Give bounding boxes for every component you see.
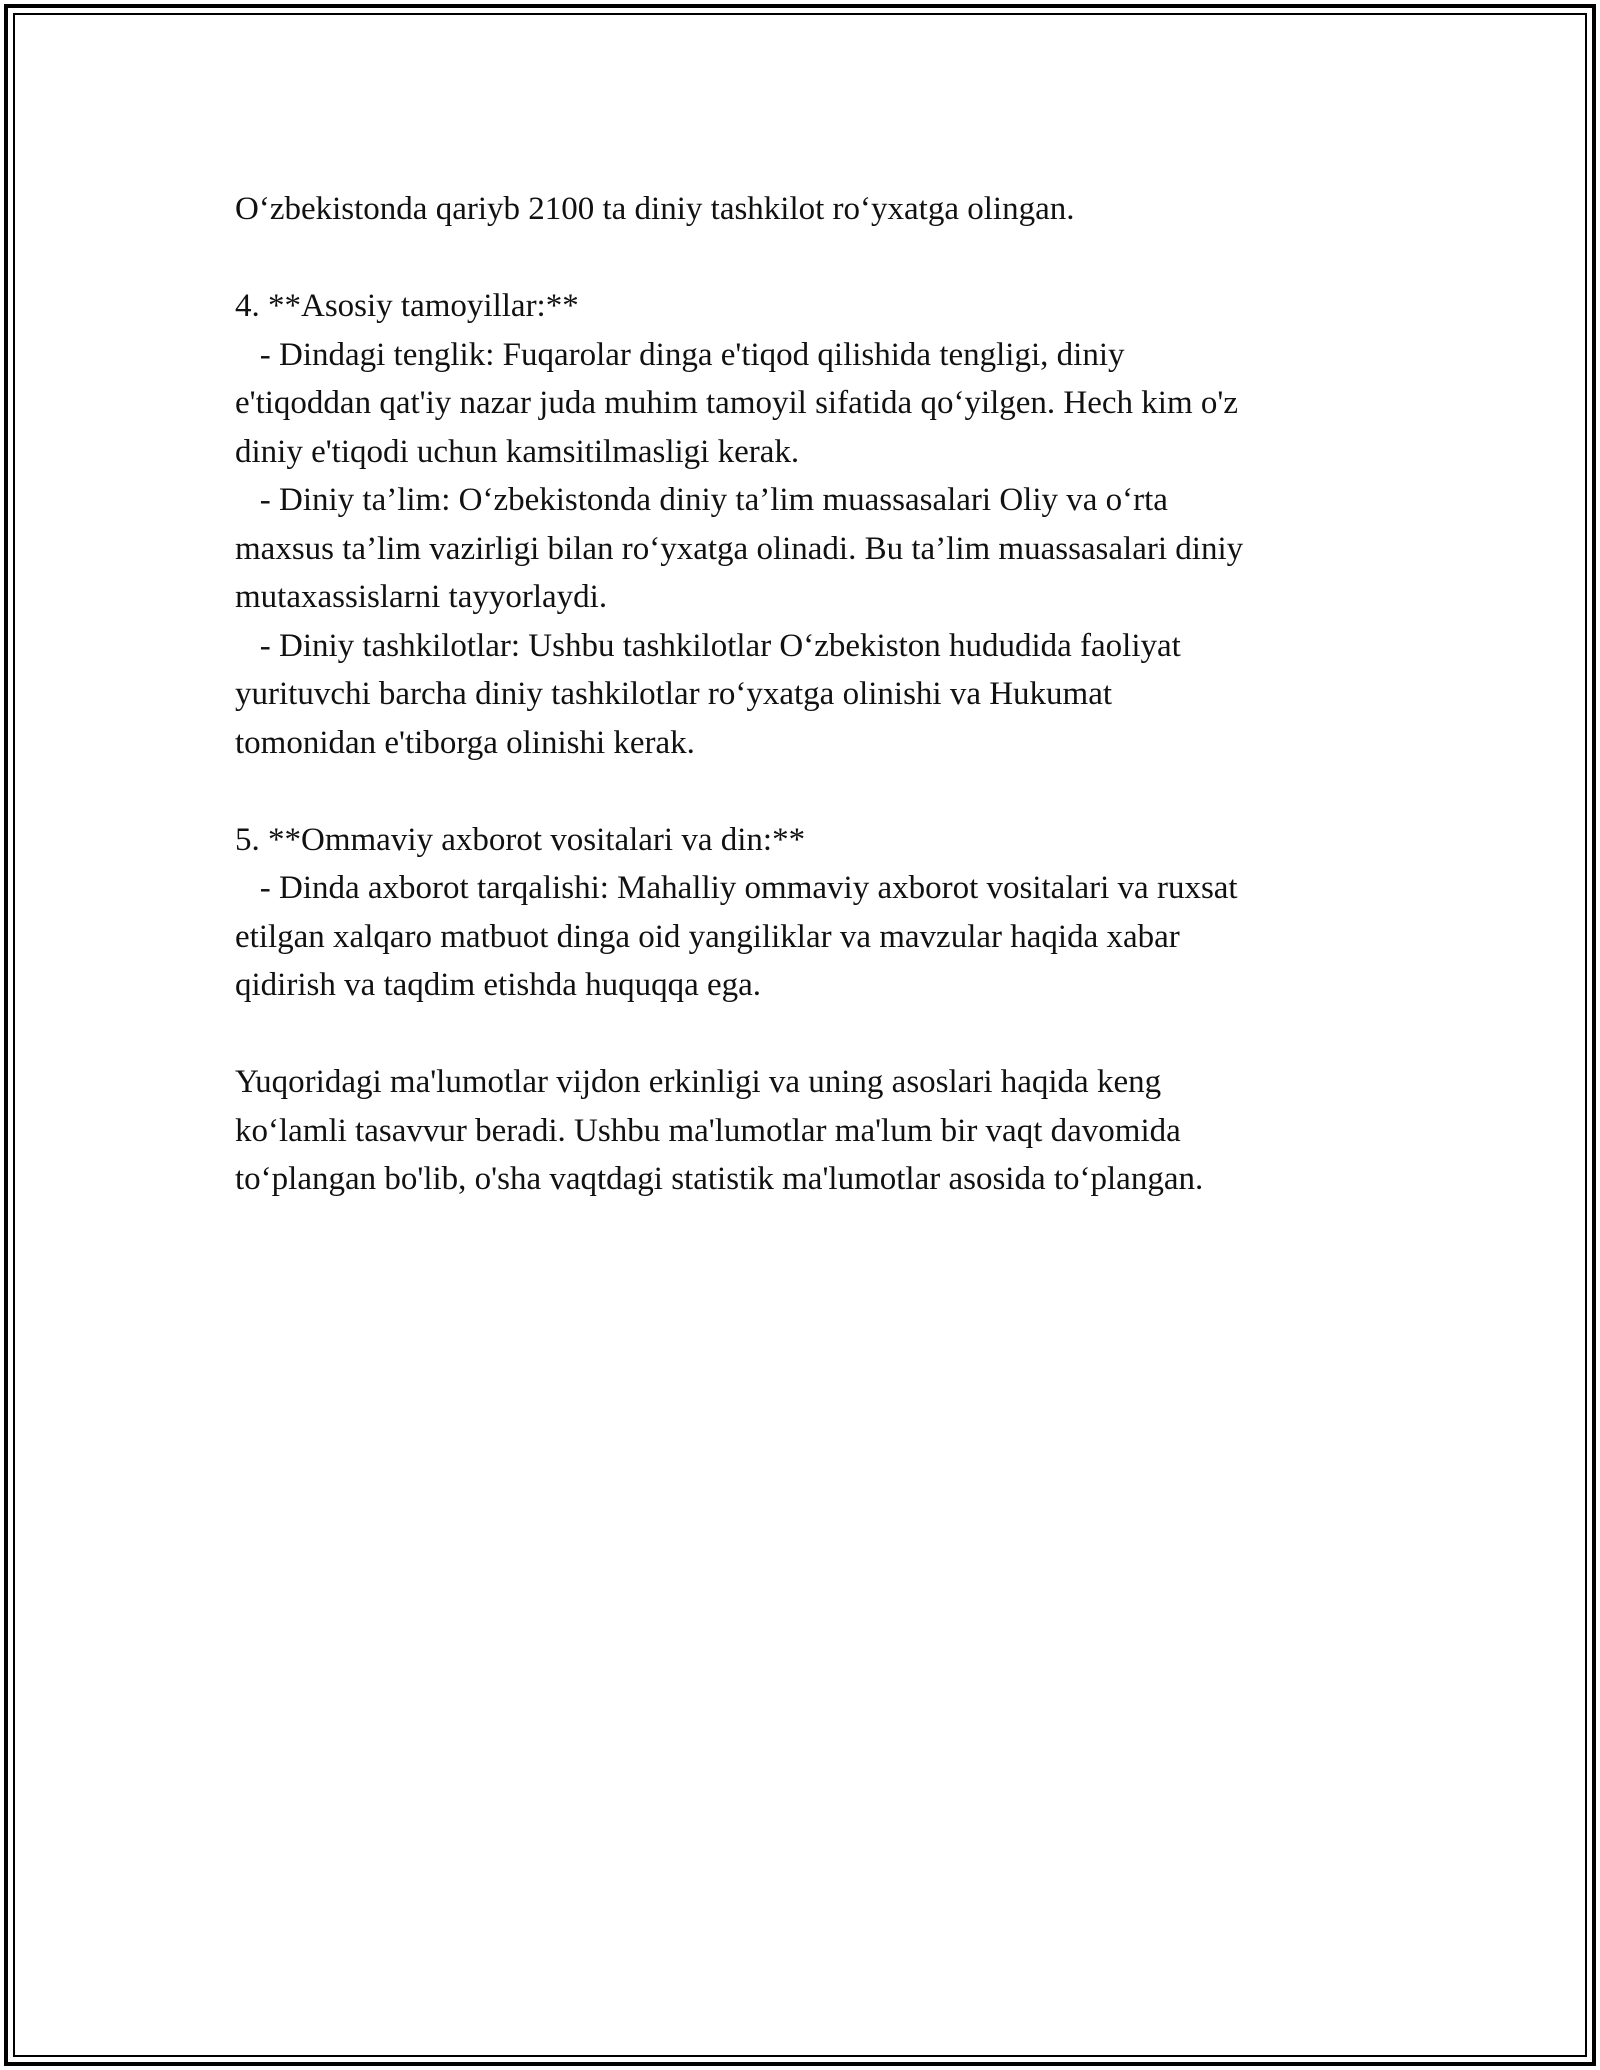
text-line: etilgan xalqaro matbuot dinga oid yangiliklar va mavzular haqida xabar bbox=[235, 918, 1180, 955]
closing-paragraph bbox=[235, 1058, 1375, 1204]
item-dinda-axborot bbox=[235, 864, 1375, 1010]
document-body bbox=[235, 185, 1375, 1204]
text-line: maxsus ta’lim vazirligi bilan ro‘yxatga olinadi. Bu ta’lim muassasalari diniy bbox=[235, 530, 1244, 567]
text-line: mutaxassislarni tayyorlaydi. bbox=[235, 579, 608, 615]
text-line: - Dindagi tenglik: Fuqarolar dinga e'tiqod qilishida tengligi, diniy bbox=[235, 336, 1125, 373]
text-line: to‘plangan bo'lib, o'sha vaqtdagi statistik ma'lumotlar asosida to‘plangan. bbox=[235, 1161, 1204, 1197]
text-line: - Diniy ta’lim: O‘zbekistonda diniy ta’lim muassasalari Oliy va o‘rta bbox=[235, 482, 1168, 518]
text-line: yurituvchi barcha diniy tashkilotlar ro‘yxatga olinishi va Hukumat bbox=[235, 676, 1113, 712]
text-line: qidirish va taqdim etishda huquqqa ega. bbox=[235, 967, 762, 1003]
text-line: - Diniy tashkilotlar: Ushbu tashkilotlar O‘zbekiston hududida faoliyat bbox=[235, 627, 1181, 664]
section-4-heading bbox=[235, 282, 1375, 331]
text-line: ko‘lamli tasavvur beradi. Ushbu ma'lumotlar ma'lum bir vaqt davomida bbox=[235, 1112, 1181, 1149]
text-line: - Dinda axborot tarqalishi: Mahalliy ommaviy axborot vositalari va ruxsat bbox=[235, 870, 1238, 906]
intro-paragraph bbox=[235, 185, 1375, 234]
text-line: O‘zbekistonda qariyb 2100 ta diniy tashkilot ro‘yxatga olingan. bbox=[235, 191, 1075, 227]
item-diniy-talim bbox=[235, 476, 1375, 622]
paragraph-gap bbox=[235, 1010, 1375, 1059]
text-line: diniy e'tiqodi uchun kamsitilmasligi kerak. bbox=[235, 433, 800, 470]
text-line: Yuqoridagi ma'lumotlar vijdon erkinligi va uning asoslari haqida keng bbox=[235, 1064, 1162, 1100]
item-diniy-tashkilotlar bbox=[235, 622, 1375, 768]
text-line: e'tiqoddan qat'iy nazar juda muhim tamoyil sifatida qo‘yilgen. Hech kim o'z bbox=[235, 385, 1238, 421]
text-line: tomonidan e'tiborga olinishi kerak. bbox=[235, 724, 695, 761]
text-line: 5. **Ommaviy axborot vositalari va din:** bbox=[235, 821, 806, 858]
text-line: 4. **Asosiy tamoyillar:** bbox=[235, 288, 579, 324]
item-dindagi-tenglik bbox=[235, 331, 1375, 477]
paragraph-gap bbox=[235, 234, 1375, 283]
paragraph-gap bbox=[235, 767, 1375, 816]
section-5-heading bbox=[235, 816, 1375, 865]
